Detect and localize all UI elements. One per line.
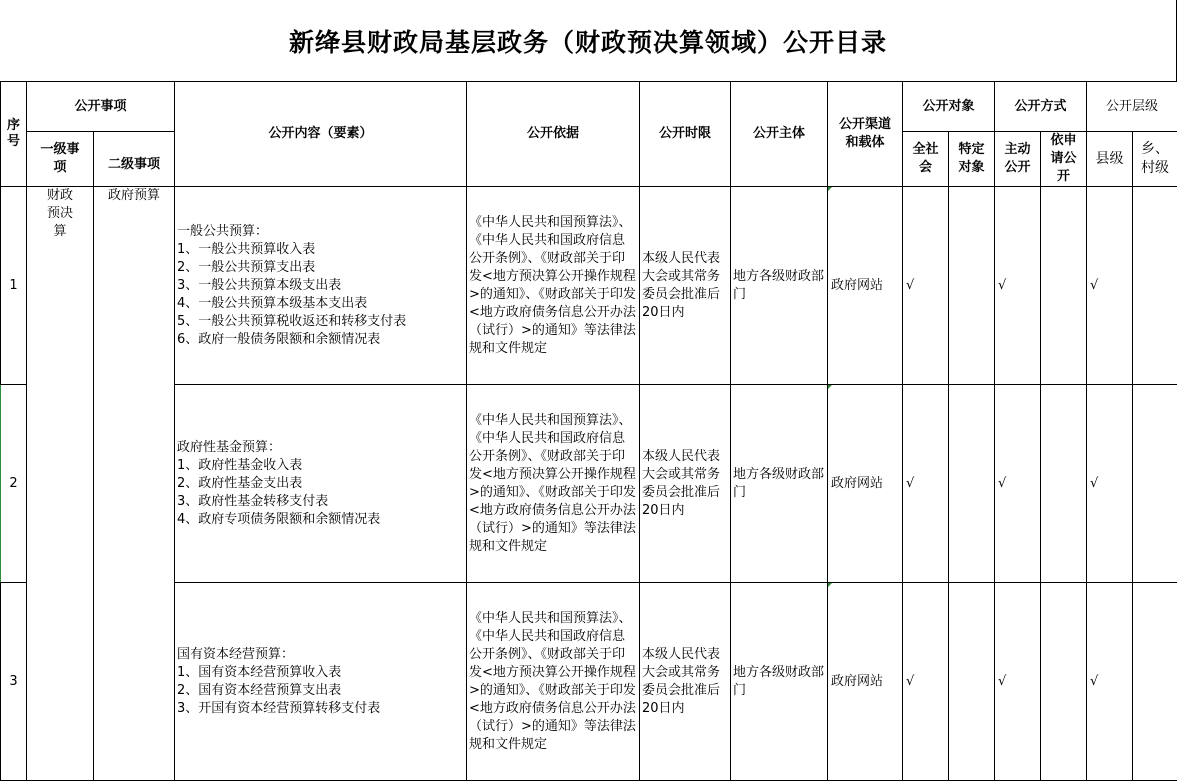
row-target-specific: [949, 385, 995, 583]
row-subject: 地方各级财政部门: [731, 187, 828, 385]
page-title: 新绛县财政局基层政务（财政预决算领域）公开目录: [0, 0, 1177, 82]
row-subject: 地方各级财政部门: [731, 385, 828, 583]
row-method-apply: [1041, 583, 1087, 781]
header-target-specific: 特定对象: [949, 132, 995, 187]
row-method-active: √: [995, 583, 1041, 781]
row-level-county: √: [1087, 187, 1133, 385]
header-content: 公开内容（要素）: [175, 82, 467, 187]
row-level-town: [1133, 385, 1177, 583]
header-level-town: 乡、村级: [1133, 132, 1177, 187]
row-level-county: √: [1087, 583, 1133, 781]
table-row: [1, 187, 1177, 385]
category-level2: 政府预算: [94, 187, 175, 781]
disclosure-catalog-table: [0, 81, 1177, 781]
row-channel: 政府网站: [828, 385, 903, 583]
row-basis: 《中华人民共和国预算法》、《中华人民共和国政府信息公开条例》、《财政部关于印发<地方预决算公开操作规程>的通知》、《财政部关于印发<地方政府债务信息公开办法（试行）>的通知》等法律法规和文件规定: [467, 583, 640, 781]
row-time-limit: 本级人民代表大会或其常务委员会批准后20日内: [640, 187, 731, 385]
row-method-apply: [1041, 385, 1087, 583]
row-method-active: √: [995, 385, 1041, 583]
row-level-town: [1133, 187, 1177, 385]
header-seq: 序号: [1, 82, 27, 187]
row-content: 国有资本经营预算： 1、国有资本经营预算收入表 2、国有资本经营预算支出表 3、开国有资本经营预算转移支付表: [175, 583, 467, 781]
header-subject: 公开主体: [731, 82, 828, 187]
header-level-county: 县级: [1087, 132, 1133, 187]
header-level: 公开层级: [1087, 82, 1177, 132]
header-time-limit: 公开时限: [640, 82, 731, 187]
row-level-town: [1133, 583, 1177, 781]
table-row: [1, 385, 1177, 583]
header-target: 公开对象: [903, 82, 995, 132]
header-level1: 一级事项: [27, 132, 94, 187]
row-target-specific: [949, 583, 995, 781]
row-target-all: √: [903, 187, 949, 385]
row-target-all: √: [903, 583, 949, 781]
header-target-all: 全社会: [903, 132, 949, 187]
row-method-apply: [1041, 187, 1087, 385]
table-row: [1, 583, 1177, 781]
row-content: 政府性基金预算： 1、政府性基金收入表 2、政府性基金支出表 3、政府性基金转移支付表 4、政府专项债务限额和余额情况表: [175, 385, 467, 583]
row-target-all: √: [903, 385, 949, 583]
row-channel: 政府网站: [828, 583, 903, 781]
row-level-county: √: [1087, 385, 1133, 583]
row-content: 一般公共预算： 1、一般公共预算收入表 2、一般公共预算支出表 3、一般公共预算本级支出表 4、一般公共预算本级基本支出表 5、一般公共预算税收返还和转移支付表 6、政府一般债务限额和余额情况表: [175, 187, 467, 385]
row-subject: 地方各级财政部门: [731, 583, 828, 781]
header-row-1: [1, 82, 1177, 132]
row-basis: 《中华人民共和国预算法》、《中华人民共和国政府信息公开条例》、《财政部关于印发<地方预决算公开操作规程>的通知》、《财政部关于印发<地方政府债务信息公开办法（试行）>的通知》等法律法规和文件规定: [467, 385, 640, 583]
row-basis: 《中华人民共和国预算法》、《中华人民共和国政府信息公开条例》、《财政部关于印发<地方预决算公开操作规程>的通知》、《财政部关于印发<地方政府债务信息公开办法（试行）>的通知》等法律法规和文件规定: [467, 187, 640, 385]
header-items: 公开事项: [27, 82, 175, 132]
row-seq: 2: [1, 385, 27, 583]
header-method-apply: 依申请公开: [1041, 132, 1087, 187]
row-target-specific: [949, 187, 995, 385]
header-level2: 二级事项: [94, 132, 175, 187]
row-seq: 3: [1, 583, 27, 781]
row-method-active: √: [995, 187, 1041, 385]
row-seq: 1: [1, 187, 27, 385]
row-time-limit: 本级人民代表大会或其常务委员会批准后20日内: [640, 385, 731, 583]
header-basis: 公开依据: [467, 82, 640, 187]
row-channel: 政府网站: [828, 187, 903, 385]
header-channel: 公开渠道和载体: [828, 82, 903, 187]
header-method-active: 主动公开: [995, 132, 1041, 187]
category-level1: 财政预决算: [27, 187, 94, 781]
header-method: 公开方式: [995, 82, 1087, 132]
row-time-limit: 本级人民代表大会或其常务委员会批准后20日内: [640, 583, 731, 781]
